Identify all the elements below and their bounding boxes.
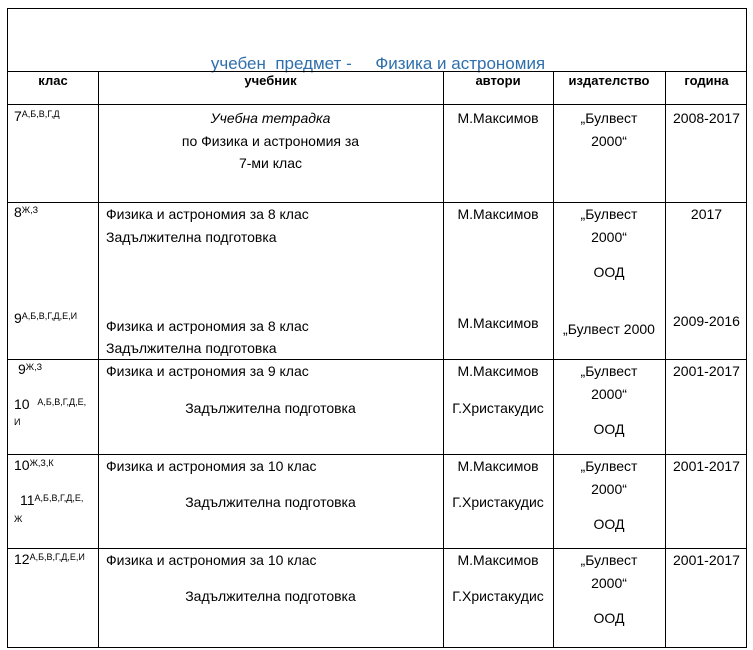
year: 2009-2016 [673, 313, 740, 329]
publisher: ООД [593, 610, 625, 626]
publisher: „Булвест [580, 552, 638, 568]
publisher: 2000“ [591, 229, 627, 245]
publisher: 2000“ [591, 133, 627, 149]
book-subtitle: Задължителна подготовка [185, 588, 356, 604]
book-title: Физика и астрономия за 10 клас [106, 552, 317, 568]
publisher: ООД [593, 264, 625, 280]
header-izdatelstvo: издателство [568, 73, 650, 88]
table-row-2b-klas: $9^{А,Б,В,Г,Д,Е,И}$ [14, 310, 78, 326]
publisher: „Булвест [580, 458, 638, 474]
publisher: „Булвест 2000 [563, 321, 655, 337]
table-row-4-klas2: $11^{А,Б,В,Г,Д,Е,}$ [20, 492, 84, 508]
publisher: 2000“ [591, 481, 627, 497]
author: М.Максимов [457, 458, 539, 474]
textbook-table [7, 8, 747, 648]
publisher: „Булвест [580, 363, 638, 379]
table-row-3-klas: $9^{Ж,З}$ [18, 361, 43, 377]
header-godina: година [684, 73, 729, 88]
table-row-1-klas: $7^{А,Б,В,Г,Д}$ [14, 108, 60, 124]
year: 2008-2017 [673, 110, 740, 126]
table-row-2-klas: $8^{Ж,З}$ [14, 204, 39, 220]
book-title: Физика и астрономия за 8 клас [106, 206, 309, 222]
header-bottom-line [8, 104, 746, 105]
year: 2001-2017 [673, 458, 740, 474]
book-title: по Физика и астрономия за [181, 133, 360, 149]
year: 2017 [690, 206, 723, 222]
publisher: 2000“ [591, 386, 627, 402]
row-divider [8, 548, 746, 549]
header-avtori: автори [475, 73, 521, 88]
author: Г.Христакудис [452, 588, 544, 604]
publisher: „Булвест [580, 110, 638, 126]
row-divider [8, 202, 746, 203]
row-divider [8, 359, 746, 360]
book-subtitle: Задължителна подготовка [185, 400, 356, 416]
author: М.Максимов [457, 552, 539, 568]
book-subtitle: Задължителна подготовка [106, 340, 277, 356]
year: 2001-2017 [673, 363, 740, 379]
page-title: учебен предмет - Физика и астрономия [210, 54, 546, 73]
publisher: 2000“ [591, 575, 627, 591]
row-divider [8, 454, 746, 455]
klas-suffix: И [14, 417, 21, 427]
author: М.Максимов [457, 315, 539, 331]
book-subtitle: Задължителна подготовка [185, 494, 356, 510]
publisher: „Булвест [580, 206, 638, 222]
book-subtitle: Задължителна подготовка [106, 229, 277, 245]
table-row-5-klas: $12^{А,Б,В,Г,Д,Е,И}$ [14, 551, 85, 567]
table-row-3-klas2: 10 $^{А,Б,В,Г,Д,Е,}$ [14, 396, 87, 412]
author: М.Максимов [457, 110, 539, 126]
book-title: Учебна тетрадка [210, 110, 331, 126]
header-klas: клас [38, 73, 68, 88]
author: М.Максимов [457, 363, 539, 379]
book-title: Физика и астрономия за 8 клас [106, 318, 309, 334]
header-top-line [8, 71, 746, 72]
publisher: ООД [593, 516, 625, 532]
author: М.Максимов [457, 206, 539, 222]
table-row-4-klas: $10^{Ж,З,К}$ [14, 457, 54, 473]
author: Г.Христакудис [452, 494, 544, 510]
book-title: Физика и астрономия за 10 клас [106, 458, 317, 474]
book-title: Физика и астрономия за 9 клас [106, 363, 309, 379]
klas-suffix: Ж [14, 514, 23, 524]
year: 2001-2017 [673, 552, 740, 568]
book-title: 7-ми клас [238, 155, 303, 171]
publisher: ООД [593, 421, 625, 437]
header-uchebnik: учебник [244, 73, 297, 88]
author: Г.Христакудис [452, 400, 544, 416]
